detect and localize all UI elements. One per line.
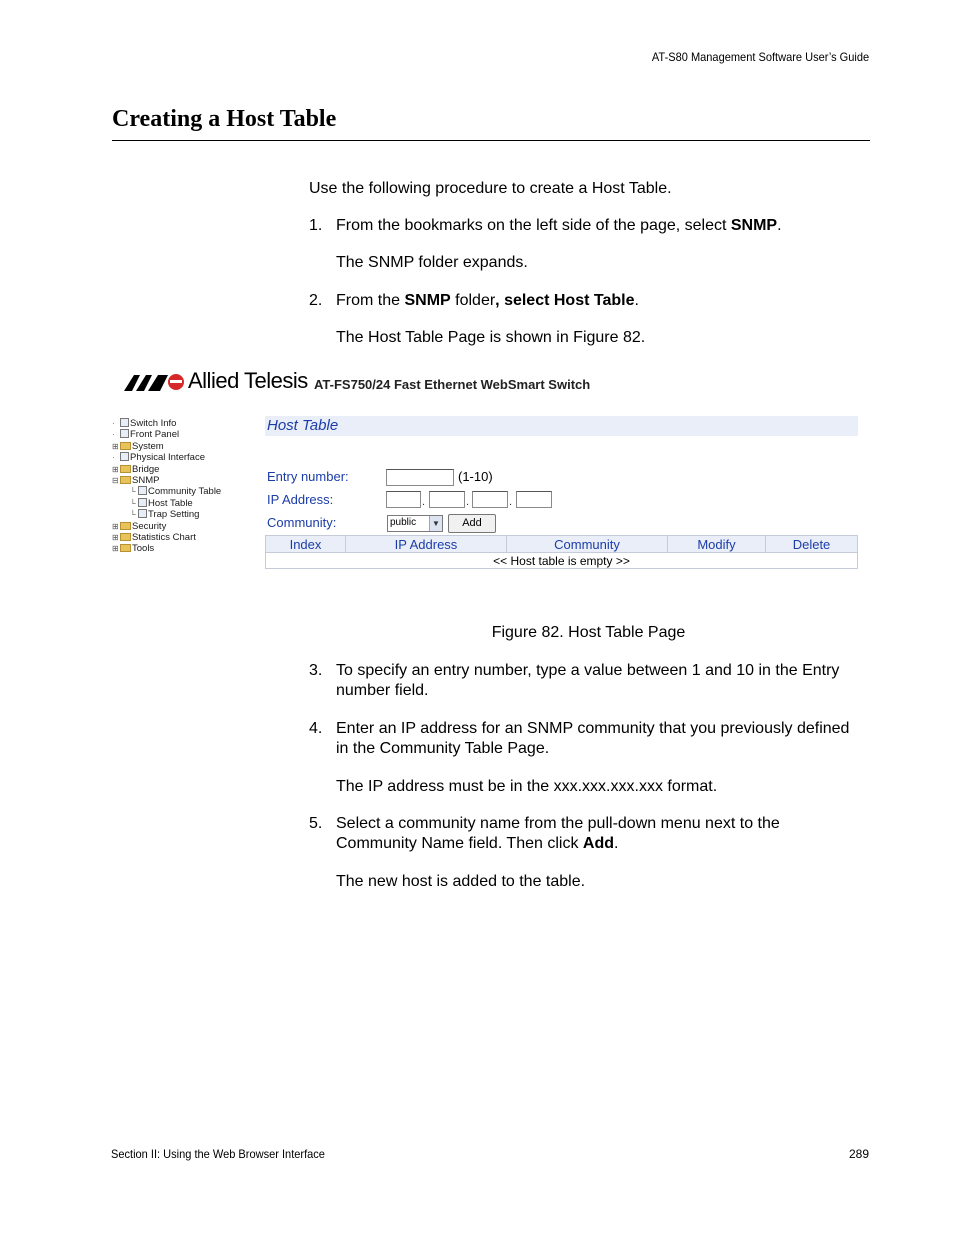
ip-dot: .: [466, 496, 470, 508]
tree-connector-icon: ·: [112, 430, 115, 440]
ip-octet-1-input[interactable]: [386, 491, 421, 508]
expand-icon[interactable]: ⊞: [112, 464, 119, 474]
tree-connector-icon: └: [130, 487, 136, 497]
ip-dot: .: [509, 496, 513, 508]
folder-icon: [120, 442, 131, 450]
tree-item-label: Tools: [132, 543, 155, 555]
step-note: The new host is added to the table.: [336, 873, 586, 890]
column-header-community: Community: [507, 536, 668, 553]
tree-item[interactable]: [112, 498, 262, 509]
ip-octet-2-input[interactable]: [429, 491, 465, 508]
tree-item[interactable]: [112, 486, 262, 497]
tree-item-label: Security: [132, 520, 167, 532]
tree-item[interactable]: [112, 452, 262, 463]
community-label: Community:: [267, 515, 337, 530]
host-table: [265, 535, 858, 569]
folder-icon: [120, 544, 131, 552]
tree-item[interactable]: [112, 429, 262, 440]
brand-name: Allied Telesis: [188, 368, 308, 393]
panel-header: [265, 416, 858, 436]
tree-item-label: Community Table: [148, 486, 222, 498]
tree-item-label: Trap Setting: [148, 509, 200, 521]
empty-table-message: << Host table is empty >>: [266, 553, 858, 569]
footer-section-label: Section II: Using the Web Browser Interface: [111, 1147, 325, 1161]
chevron-down-icon[interactable]: ▼: [429, 516, 442, 531]
tree-item-label: Physical Interface: [130, 452, 205, 464]
step-note: The Host Table Page is shown in Figure 82.: [336, 329, 646, 346]
section-title: Creating a Host Table: [112, 106, 337, 132]
folder-icon: [120, 465, 131, 473]
tree-item-label: System: [132, 440, 164, 452]
column-header-delete: Delete: [766, 536, 858, 553]
page-icon: [120, 452, 129, 461]
intro-paragraph: Use the following procedure to create a Host Table.: [309, 180, 672, 197]
column-header-modify: Modify: [668, 536, 766, 553]
tree-item[interactable]: [112, 543, 262, 554]
tree-item[interactable]: [112, 464, 262, 475]
collapse-icon[interactable]: ⊟: [112, 475, 119, 485]
page-icon: [138, 509, 147, 518]
tree-item-label: Bridge: [132, 463, 160, 475]
ip-octet-3-input[interactable]: [472, 491, 508, 508]
navigation-tree: [112, 418, 262, 555]
page-icon: [138, 486, 147, 495]
tree-item-label: SNMP: [132, 474, 160, 486]
tree-item-label: Host Table: [148, 497, 193, 509]
ip-dot: .: [422, 496, 426, 508]
title-rule: [112, 140, 870, 141]
tree-connector-icon: ·: [112, 453, 115, 463]
column-header-ip-address: IP Address: [346, 536, 507, 553]
step-text: Select a community name from the pull-down menu next to the Community Name field. Then click Add.: [336, 815, 780, 852]
add-button[interactable]: Add: [448, 514, 496, 533]
step-text: To specify an entry number, type a value between 1 and 10 in the Entry number field.: [336, 662, 840, 699]
page-icon: [120, 429, 129, 438]
figure-screenshot: [110, 366, 870, 576]
tree-item[interactable]: [112, 521, 262, 532]
entry-number-label: Entry number:: [267, 469, 349, 484]
tree-item-label: Front Panel: [130, 429, 180, 441]
tree-item[interactable]: [112, 418, 262, 429]
step-number: 3.: [309, 662, 323, 679]
tree-item-label: Switch Info: [130, 418, 177, 429]
figure-caption: Figure 82. Host Table Page: [491, 624, 686, 641]
expand-icon[interactable]: ⊞: [112, 532, 119, 542]
tree-item[interactable]: [112, 509, 262, 520]
allied-telesis-logo-icon: [124, 372, 184, 392]
folder-icon: [120, 476, 131, 484]
expand-icon[interactable]: ⊞: [112, 544, 119, 554]
ip-address-label: IP Address:: [267, 492, 334, 507]
tree-item-label: Statistics Chart: [132, 531, 196, 543]
entry-range-hint: (1-10): [458, 469, 493, 484]
tree-connector-icon: └: [130, 498, 136, 508]
tree-connector-icon: └: [130, 510, 136, 520]
ip-octet-4-input[interactable]: [516, 491, 552, 508]
tree-item[interactable]: [112, 475, 262, 486]
tree-item[interactable]: [112, 441, 262, 452]
page-icon: [138, 498, 147, 507]
step-number: 4.: [309, 720, 323, 737]
step-text: Enter an IP address for an SNMP community that you previously defined in the Community Table Page.: [336, 720, 850, 757]
tree-connector-icon: ·: [112, 419, 115, 428]
step-number: 5.: [309, 815, 323, 832]
running-header: AT-S80 Management Software User’s Guide: [651, 50, 869, 64]
expand-icon[interactable]: ⊞: [112, 441, 119, 451]
step-text: From the SNMP folder, select Host Table.: [336, 292, 639, 309]
step-note: The SNMP folder expands.: [336, 254, 528, 271]
expand-icon[interactable]: ⊞: [112, 521, 119, 531]
table-header-row: [266, 536, 858, 553]
step-number: 1.: [309, 217, 323, 234]
table-row: [266, 553, 858, 569]
step-note: The IP address must be in the xxx.xxx.xxx.xxx format.: [336, 778, 718, 795]
folder-icon: [120, 522, 131, 530]
tree-item[interactable]: [112, 532, 262, 543]
page-icon: [120, 418, 129, 427]
product-name: AT-FS750/24 Fast Ethernet WebSmart Switch: [314, 377, 591, 392]
community-selected-value: public: [390, 517, 417, 528]
community-select[interactable]: [387, 515, 443, 532]
step-number: 2.: [309, 292, 323, 309]
folder-icon: [120, 533, 131, 541]
step-text: From the bookmarks on the left side of the page, select SNMP.: [336, 217, 782, 234]
column-header-index: Index: [266, 536, 346, 553]
entry-number-input[interactable]: [386, 469, 454, 486]
page-number: 289: [848, 1147, 869, 1161]
panel-title: Host Table: [267, 417, 339, 434]
